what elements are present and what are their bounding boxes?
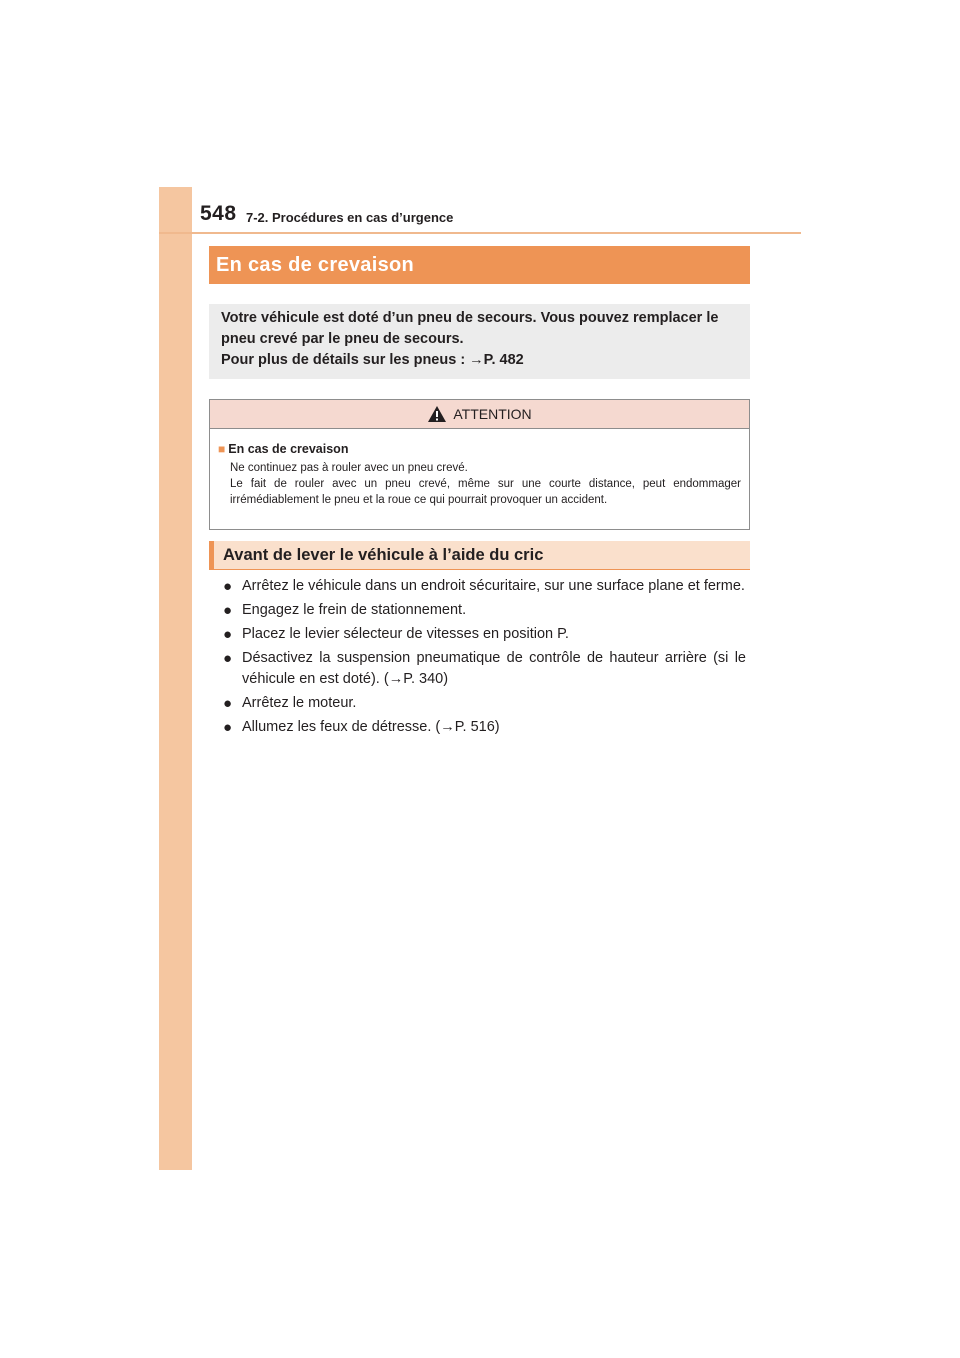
bullet-icon: ● (223, 626, 233, 643)
list-item (223, 648, 746, 690)
caution-subhead-text: En cas de crevaison (228, 442, 349, 456)
page-number: 548 (200, 202, 237, 225)
intro-reference-prefix: Pour plus de détails sur les pneus : (221, 352, 470, 368)
caution-box (209, 399, 750, 530)
bullet-icon: ● (223, 695, 233, 712)
page-title: En cas de crevaison (209, 246, 750, 284)
intro-box (209, 304, 750, 379)
caution-body (210, 429, 749, 508)
list-item-text: Désactivez la suspension pneumatique de contrôle de hauteur arrière (si le véhicule en est doté). (→P. 340) (242, 650, 746, 687)
list-item-text: Placez le levier sélecteur de vitesses en position P. (242, 626, 569, 642)
intro-text: Votre véhicule est doté d’un pneu de secours. Vous pouvez remplacer le pneu crevé par le pneu de secours. (221, 310, 719, 347)
list-item-text: Engagez le frein de stationnement. (242, 602, 467, 618)
list-item-text: Arrêtez le moteur. (242, 695, 357, 711)
caution-subhead (218, 442, 741, 456)
tire-page-link[interactable]: →P. 482 (469, 352, 524, 368)
list-item-text: Arrêtez le véhicule dans un endroit sécuritaire, sur une surface plane et ferme. (242, 578, 745, 594)
list-item (223, 693, 746, 714)
list-item (223, 624, 746, 645)
caution-header (210, 400, 749, 429)
warning-triangle-icon (427, 405, 447, 423)
bullet-icon: ● (223, 719, 233, 736)
header-rule (159, 232, 801, 234)
intro-reference-line (221, 350, 738, 371)
bullet-icon: ● (223, 650, 233, 667)
side-color-band (159, 187, 192, 1170)
caution-text-line-2: Le fait de rouler avec un pneu crevé, même sur une courte distance, peut endommager irrémédiablement le pneu et la roue ce qui pourrait provoquer un accident. (230, 478, 741, 506)
section-breadcrumb: 7-2. Procédures en cas d’urgence (246, 210, 454, 225)
list-item-text: Allumez les feux de détresse. (→P. 516) (242, 719, 500, 735)
bullet-icon: ● (223, 602, 233, 619)
list-item (223, 717, 746, 738)
list-item (223, 576, 746, 597)
section-subheading: Avant de lever le véhicule à l’aide du cric (209, 541, 750, 569)
list-item (223, 600, 746, 621)
bullet-icon: ● (223, 578, 233, 595)
caution-text (218, 460, 741, 508)
instruction-list (223, 576, 746, 741)
caution-label: ATTENTION (453, 406, 532, 422)
caution-text-line-1: Ne continuez pas à rouler avec un pneu crevé. (230, 462, 468, 474)
square-bullet-icon: ■ (218, 442, 226, 456)
